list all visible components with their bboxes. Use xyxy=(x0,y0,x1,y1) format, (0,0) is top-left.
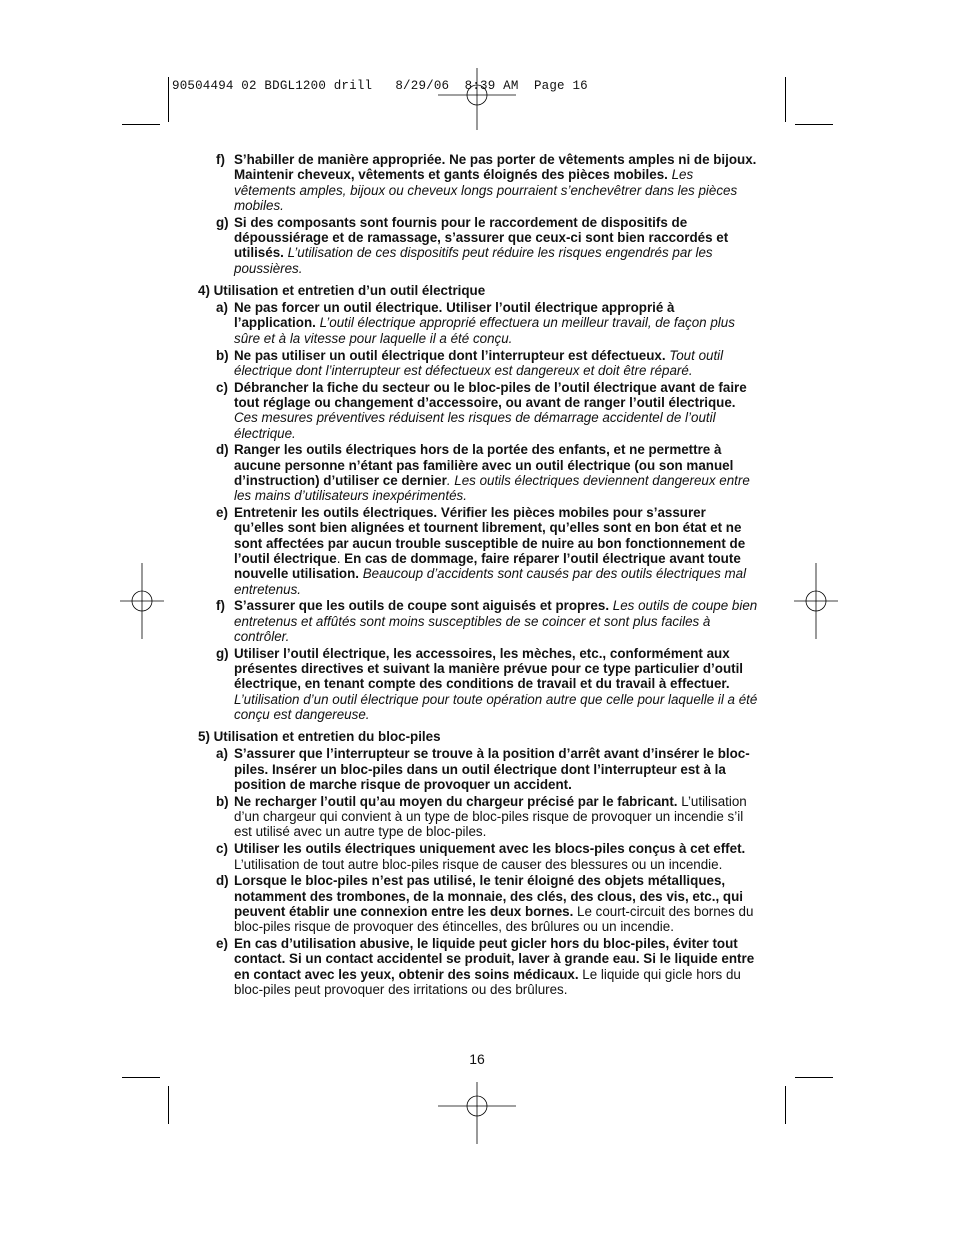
instruction-item xyxy=(198,152,758,213)
item-explanation: Les outils de coupe bien entretenus et affûtés sont moins susceptibles de se coincer et sont plus faciles à contrôler. xyxy=(234,598,758,644)
instruction-item xyxy=(198,505,758,597)
instruction-item xyxy=(198,380,758,441)
instruction-item xyxy=(198,746,758,792)
section-heading-power-tool-use: 4) Utilisation et entretien d’un outil électrique xyxy=(198,282,486,298)
item-warning: Ne pas forcer un outil électrique. Utiliser l’outil électrique approprié à l’application. xyxy=(234,300,675,331)
item-label: e) xyxy=(216,936,228,952)
instruction-item xyxy=(198,873,758,934)
item-label: a) xyxy=(216,746,228,762)
item-warning: Ne recharger l’outil qu’au moyen du chargeur précisé par le fabricant. xyxy=(234,793,678,809)
item-label: a) xyxy=(216,300,228,316)
item-label: g) xyxy=(216,214,229,230)
item-label: b) xyxy=(216,793,229,809)
item-label: c) xyxy=(216,841,228,857)
item-explanation: L’utilisation de ces dispositifs peut réduire les risques engendrés par les poussières. xyxy=(234,245,713,276)
crop-mark xyxy=(122,1077,160,1078)
instruction-item xyxy=(198,936,758,997)
item-warning: Utiliser l’outil électrique, les accessoires, les mèches, etc., conformément aux présentes directives et suivant la manière prévue pour ce type particulier d’outil électrique, en tenant compte des conditions de travail et du travail à effectuer. xyxy=(234,645,744,692)
item-label: f) xyxy=(216,152,225,167)
item-explanation: L’utilisation de tout autre bloc-piles risque de causer des blessures ou un incendie. xyxy=(234,856,723,872)
item-explanation: Ces mesures préventives réduisent les risques de démarrage accidentel de l’outil électrique. xyxy=(234,410,716,441)
instruction-item xyxy=(198,348,758,379)
instruction-item xyxy=(198,215,758,276)
safety-instructions xyxy=(198,152,758,999)
item-label: e) xyxy=(216,505,228,521)
item-warning: Lorsque le bloc-piles n’est pas utilisé, le tenir éloigné des objets métalliques, notamment des trombones, de la monnaie, des clés, des clous, des vis, etc., qui peuvent établir une connexion entre les deux bornes. xyxy=(234,873,743,919)
item-label: b) xyxy=(216,347,229,363)
instruction-item xyxy=(198,841,758,872)
item-warning: En cas de dommage, faire réparer l’outil électrique avant toute nouvelle utilisation. xyxy=(234,550,741,582)
item-label: d) xyxy=(216,873,229,889)
item-warning: Utiliser les outils électriques uniquement avec les blocs-piles conçus à cet effet. xyxy=(234,841,746,857)
instruction-item xyxy=(198,598,758,644)
crop-mark xyxy=(168,1086,169,1124)
item-explanation: Tout outil électrique dont l’interrupteur est défectueux est dangereux et doit être réparé. xyxy=(234,347,724,378)
registration-mark-left xyxy=(120,563,164,639)
item-warning: S’habiller de manière appropriée. Ne pas porter de vêtements amples ni de bijoux. Maintenir cheveux, vêtements et gants éloignés des pièces mobiles. xyxy=(234,152,757,183)
registration-mark-top xyxy=(438,68,516,130)
item-warning: Si des composants sont fournis pour le raccordement de dispositifs de dépoussiérage et de ramassage, s’assurer que ceux-ci sont bien raccordés et utilisés. xyxy=(234,214,729,261)
item-warning: Débrancher la fiche du secteur ou le bloc-piles de l’outil électrique avant de faire tout réglage ou changement d’accessoire, ou avant de ranger l’outil électrique. xyxy=(234,379,747,410)
instruction-item xyxy=(198,646,758,722)
item-explanation: L’utilisation d’un chargeur qui convient à un type de bloc-piles risque de provoquer un incendie s’il est utilisé avec un autre type de bloc-piles. xyxy=(234,793,747,840)
item-explanation: L’outil électrique approprié effectuera un meilleur travail, de façon plus sûre et à la vitesse pour laquelle il a été conçu. xyxy=(234,315,735,346)
crop-mark xyxy=(785,77,786,122)
crop-mark xyxy=(785,1086,786,1124)
crop-mark xyxy=(168,77,169,122)
item-explanation: . Les outils électriques deviennent dangereux entre les mains d’utilisateurs inexpérimentés. xyxy=(234,472,750,504)
print-slug: 90504494 02 BDGL1200 drill 8/29/06 8:39 AM Page 16 xyxy=(172,79,588,93)
item-warning: Entretenir les outils électriques. Vérifier les pièces mobiles pour s’assurer qu’elles sont bien alignées et tournent librement, qu’elles sont en bon état et ne sont affectées par aucun trouble susceptible de nuire au bon fonctionnement de l’outil électrique xyxy=(234,505,746,566)
item-label: g) xyxy=(216,645,229,661)
crop-mark xyxy=(795,1077,833,1078)
item-explanation: L’utilisation d’un outil électrique pour toute opération autre que celle pour laquelle il a été conçu est dangereuse. xyxy=(234,691,758,722)
item-label: f) xyxy=(216,598,225,614)
instruction-item xyxy=(198,300,758,346)
section-heading-battery-use: 5) Utilisation et entretien du bloc-piles xyxy=(198,729,441,745)
item-separator: . xyxy=(336,550,345,566)
registration-mark-right xyxy=(794,563,838,639)
crop-mark xyxy=(795,124,833,125)
item-explanation: Le court-circuit des bornes du bloc-piles risque de provoquer des étincelles, des brûlures ou un incendie. xyxy=(234,903,754,935)
item-label: d) xyxy=(216,442,229,458)
item-explanation: Les vêtements amples, bijoux ou cheveux longs pourraient s’enchevêtrer dans les pièces mobiles. xyxy=(234,167,738,213)
item-warning: S’assurer que les outils de coupe sont aiguisés et propres. xyxy=(234,598,610,614)
instruction-item xyxy=(198,442,758,503)
item-explanation: Le liquide qui gicle hors du bloc-piles peut provoquer des irritations ou des brûlures. xyxy=(234,966,741,997)
crop-mark xyxy=(122,124,160,125)
item-warning: Ne pas utiliser un outil électrique dont l’interrupteur est défectueux. xyxy=(234,347,666,363)
page-number: 16 xyxy=(469,1051,485,1067)
instruction-item xyxy=(198,794,758,840)
item-explanation: Beaucoup d’accidents sont causés par des outils électriques mal entretenus. xyxy=(234,566,747,597)
registration-mark-bottom xyxy=(438,1082,516,1144)
item-warning: En cas d’utilisation abusive, le liquide peut gicler hors du bloc-piles, éviter tout contact. Si un contact accidentel se produit, laver à grande eau. Si le liquide entre en contact avec les yeux, obtenir des soins médicaux. xyxy=(234,936,755,982)
item-warning: Ranger les outils électriques hors de la portée des enfants, et ne permettre à aucune personne n’étant pas familière avec un outil électrique (ou son manuel d’instruction) d’utiliser ce dernier xyxy=(234,442,734,488)
item-warning: S’assurer que l’interrupteur se trouve à la position d’arrêt avant d’insérer le bloc-piles. Insérer un bloc-piles dans un outil électrique dont l’interrupteur est à la position de marche risque de provoquer un accident. xyxy=(234,746,750,793)
item-label: c) xyxy=(216,379,228,395)
